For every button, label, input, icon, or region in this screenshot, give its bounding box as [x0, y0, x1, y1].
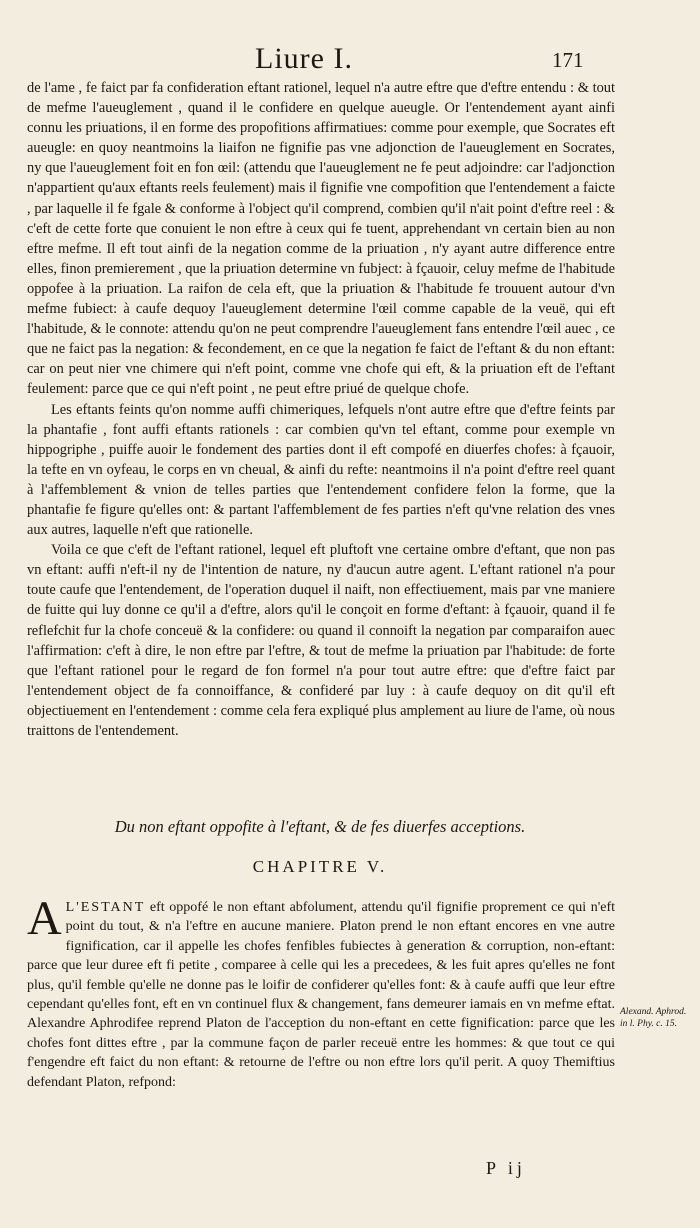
opening-word: L'ESTANT [65, 900, 146, 915]
drop-cap: A [27, 892, 62, 945]
chapter-heading: CHAPITRE V. [252, 857, 388, 876]
running-title: Liure I. [255, 42, 353, 75]
section-heading: Du non eftant oppofite à l'eftant, & de fes diuerfes acceptions. [114, 817, 526, 836]
signature-mark: P ij [486, 1158, 526, 1178]
paragraph: Les eftants feints qu'on nomme auffi chimeriques, lefquels n'ont autre eftre que d'eftre feints par la phantafie , font auffi eftants rationels : car combien qu'vn tel eftant, comme pour exemple vn hippogriphe , puiffe auoir le fondement des parties dont il eft compofé en diuerfes chofes: à fçauoir, la tefte en vn oyfeau, le corps en vn cheual, & ainfi du refte: neantmoins il n'a point d'eftre reel quant à l'affemblement & vnion de telles parties que l'entendement confidere felon la forme, que la phantafie fe figure qu'elles ont: & partant l'affemblement de fes parties n'eft qu'vne relation des vnes aux autres, laquelle n'eft que rationelle. [27, 401, 615, 539]
chapter-paragraph-text: eft oppofé le non eftant abfolument, attendu qu'il fignifie proprement ce qui n'eft point du tout, & n'a l'eftre en aucune maniere. Platon prend le non eftant encores en vne autre fignification, car il appelle les chofes fenfibles fubiectes à generation & corruption, non-eftant: parce que leur duree eft fi petite , comparee à celle qui les a precedees, & les fuit apres qu'elles ne font plus, qu'il femble qu'elle ne donne pas le loifir de confiderer qu'elles font: & à caufe auffi que leur eftre cependant qu'elles font, eft en vn continuel flux & changement, fans demeurer iamais en vn mefme eftat. Alexandre Aphrodifee reprend Platon de l'acception du non-eftant en cette fignification: parce que les chofes font dittes eftre , par la commune façon de parler receuë entre les hommes: & que tout ce qui f'engendre eft faict du non eftant: & retourne de l'eftre ou non eftre lors qu'il perit. A quoy Themiftius defendant Platon, refpond: [27, 900, 615, 1090]
page-header [0, 42, 700, 82]
chapter-text [27, 892, 615, 1092]
paragraph: Voila ce que c'eft de l'eftant rationel, lequel eft pluftoft vne certaine ombre d'eftant, que non pas vn eftant: auffi n'eft-il ny de l'intention de nature, ny d'aucun autre agent. L'eftant rationel n'a pour toute caufe que l'entendement, de l'operation duquel il naift, non effectiuement, mais par vne maniere de fuitte qui luy donne ce qu'il a d'eftre, alors qu'il le conçoit en forme d'eftant: à fçauoir, quand il fe reflefchit fur la chofe conceuë & la confidere: ou quand il connoift la negation par comparaifon auec l'affirmation: c'eft à dire, le non eftre par l'eftre, & tout de mefme la priuation par l'habitude: de forte que l'eftant rationel pour le regard de fon formel n'a pour tout autre eftre: que d'eftre faict par l'entendement object de fa connoiffance, & confideré par luy : à caufe dequoy on dit qu'il eft objectiuement en l'entendement : comme cela fera expliqué plus amplement au liure de l'ame, où nous traittons de l'entendement. [27, 542, 615, 739]
margin-note: Alexand. Aphrod. in l. Phy. c. 15. [620, 1007, 687, 1029]
chapter-paragraph [27, 892, 615, 1092]
page-number: 171 [552, 48, 584, 72]
paragraph: de l'ame , fe faict par fa confideration eftant rationel, lequel n'a autre eftre que d'eftre entendu : & tout de mefme l'aueuglement , quand il le confidere en quelque aueugle. Or l'entendement ayant ainfi connu les priuations, il en forme des propofitions affirmatiues: comme pour exemple, que Socrates eft aueugle: en quoy neantmoins la liaifon ne fignifie pas vne adjonction de l'aueuglement en Socrates, ny que l'aueuglement foit en fon œil: (attendu que l'aueuglement ne fe peut adjoindre: car l'adjonction n'appartient qu'aux eftants reels feulement) mais il fignifie vne compofition que l'entendement a faicte , par laquelle il fe fgale & conforme à l'object qu'il comprend, combien qu'il n'ait point d'eftre reel : & c'eft de cette forte que conuient le non eftre à ceux qui fe tuent, apprehendant vn certain bien au non eftre mefme. Il eft tout ainfi de la negation comme de la priuation , n'y ayant autre difference entre elles, finon premierement , que la priuation determine vn fubject: à fçauoir, celuy mefme de l'habitude oppofee à la priuation. La raifon de cela eft, que la priuation & l'habitude fe trouuent autour d'vn mefme fubiect: à caufe dequoy l'aueuglement determine l'œil comme capable de la veuë, qui eft l'habitude, & le connote: attendu qu'on ne peut comprendre l'aueuglement fans entendre l'œil auec , ce que ne faict pas la negation: & fecondement, en ce que la negation fe faict de l'eftant & du non eftant: car on peut nier vne chimere qui n'eft point, comme vne chofe qui eft, & la priuation eft de l'eftant feulement: parce que ce qui n'eft point , ne peut eftre priué de quelque chofe. [27, 80, 615, 398]
main-text [27, 78, 615, 741]
